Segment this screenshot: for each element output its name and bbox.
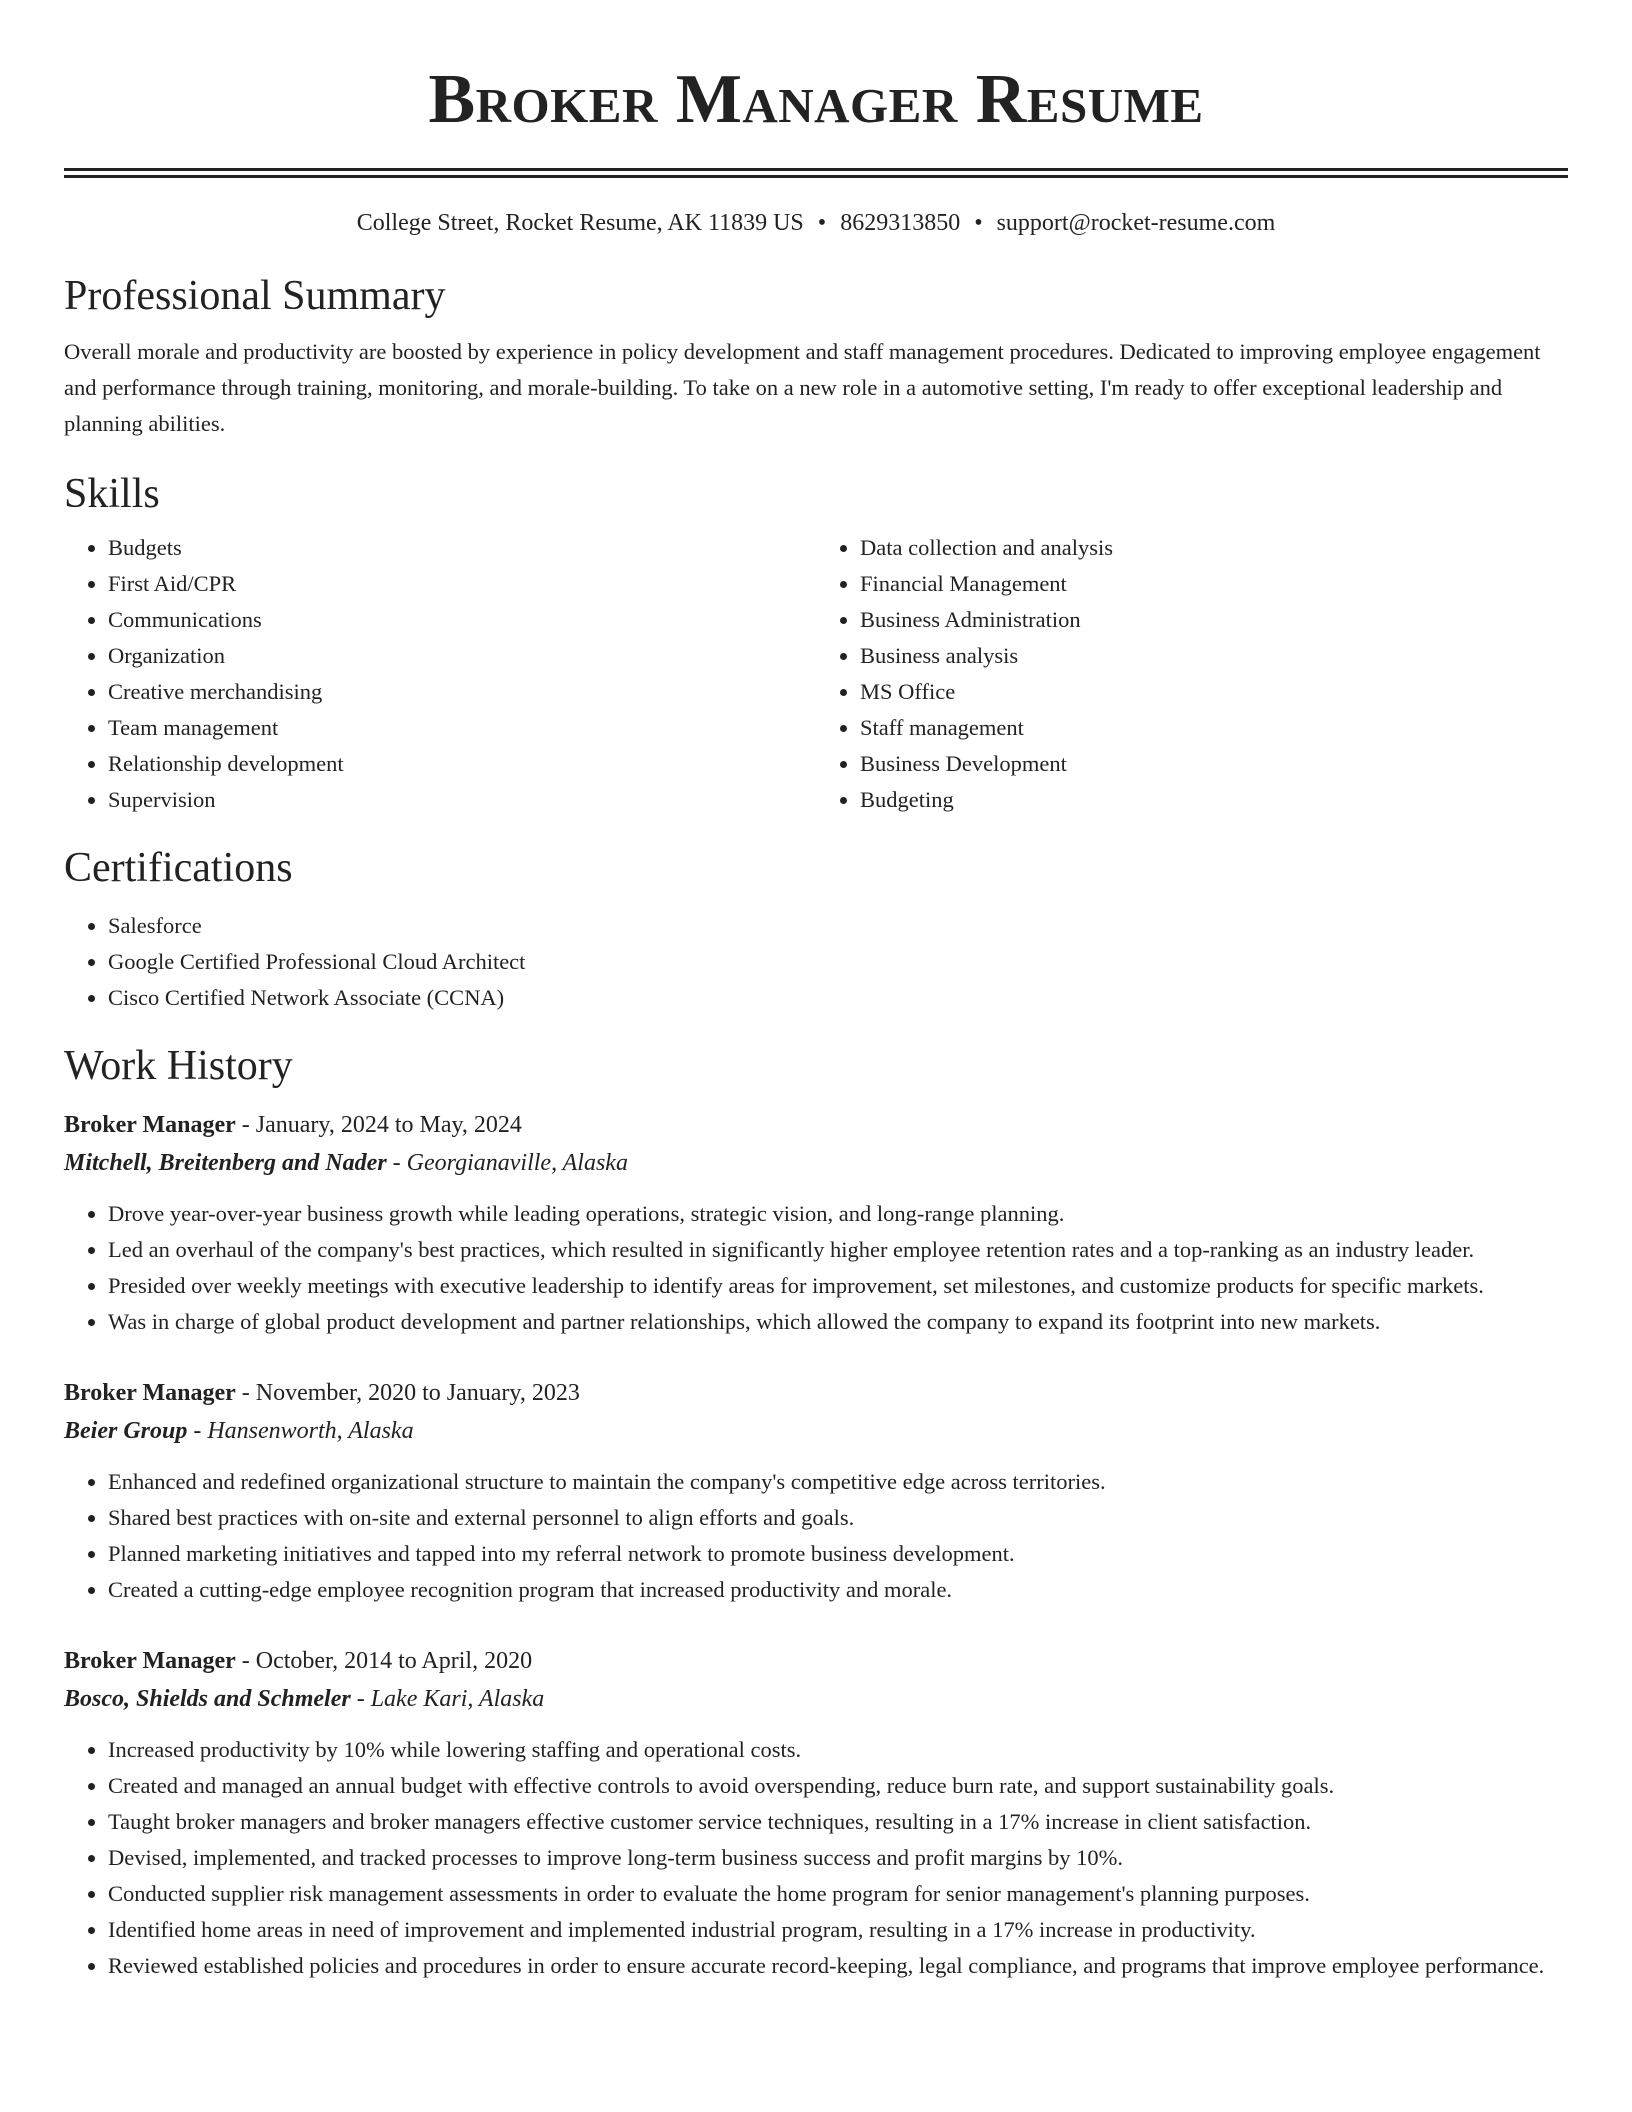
job-bullet: • Identified home areas in need of improvement and implemented industrial program, resulting in a 17% increase in productivity. bbox=[108, 1912, 1568, 1948]
job-bullets bbox=[64, 1196, 1568, 1340]
contact-address: College Street, Rocket Resume, AK 11839 US bbox=[356, 210, 804, 236]
job-bullet: • Planned marketing initiatives and tapped into my referral network to promote business development. bbox=[108, 1536, 1568, 1572]
summary-heading: Professional Summary bbox=[64, 273, 446, 319]
skill-item: • MS Office bbox=[860, 674, 1568, 710]
certification-item: • Salesforce bbox=[108, 908, 1568, 944]
contact-separator: • bbox=[817, 210, 827, 236]
job-title-line bbox=[64, 1106, 1568, 1144]
skill-item: • Supervision bbox=[108, 782, 816, 818]
job-bullet: • Presided over weekly meetings with executive leadership to identify areas for improvement, set milestones, and customize products for specific markets. bbox=[108, 1268, 1568, 1304]
skill-item: • Team management bbox=[108, 710, 816, 746]
resume-title: Broker Manager Resume bbox=[428, 61, 1204, 138]
company-line bbox=[64, 1680, 1568, 1718]
job-dates: - October, 2014 to April, 2020 bbox=[235, 1648, 533, 1674]
contact-separator: • bbox=[974, 210, 983, 236]
skill-item: • Budgeting bbox=[860, 782, 1568, 818]
skill-item: • Budgets bbox=[108, 530, 816, 566]
skills-left-list bbox=[64, 530, 816, 818]
job-bullet: • Enhanced and redefined organizational structure to maintain the company's competitive edge across territories. bbox=[108, 1464, 1568, 1500]
job-entry bbox=[64, 1374, 1568, 1608]
job-title: Broker Manager bbox=[64, 1380, 236, 1406]
job-title: Broker Manager bbox=[64, 1112, 236, 1138]
job-bullet: • Shared best practices with on-site and external personnel to align efforts and goals. bbox=[108, 1500, 1568, 1536]
job-dates: - November, 2020 to January, 2023 bbox=[235, 1380, 580, 1406]
job-title-line bbox=[64, 1642, 1568, 1680]
company-name: Mitchell, Breitenberg and Nader bbox=[64, 1150, 387, 1176]
job-dates: - January, 2024 to May, 2024 bbox=[235, 1112, 522, 1138]
skill-item: • Business analysis bbox=[860, 638, 1568, 674]
skills-right-list bbox=[816, 530, 1568, 818]
skill-item: • Business Administration bbox=[860, 602, 1568, 638]
skill-item: • Data collection and analysis bbox=[860, 530, 1568, 566]
job-bullet: • Was in charge of global product development and partner relationships, which allowed the company to expand its footprint into new markets. bbox=[108, 1304, 1568, 1340]
certifications-heading: Certifications bbox=[64, 845, 293, 891]
job-bullet: • Devised, implemented, and tracked processes to improve long-term business success and profit margins by 10%. bbox=[108, 1840, 1568, 1876]
job-bullet: • Led an overhaul of the company's best practices, which resulted in significantly higher employee retention rates and a top-ranking as an industry leader. bbox=[108, 1232, 1568, 1268]
contact-line bbox=[64, 206, 1568, 240]
skills-columns bbox=[64, 530, 1568, 818]
company-line bbox=[64, 1412, 1568, 1450]
job-bullet: • Created a cutting-edge employee recognition program that increased productivity and morale. bbox=[108, 1572, 1568, 1608]
skill-item: • Staff management bbox=[860, 710, 1568, 746]
skill-item: • Business Development bbox=[860, 746, 1568, 782]
skill-item: • Organization bbox=[108, 638, 816, 674]
job-bullet: • Increased productivity by 10% while lowering staffing and operational costs. bbox=[108, 1732, 1568, 1768]
title-divider bbox=[64, 168, 1568, 178]
job-bullet: • Taught broker managers and broker managers effective customer service techniques, resulting in a 17% increase in client satisfaction. bbox=[108, 1804, 1568, 1840]
company-name: Bosco, Shields and Schmeler bbox=[64, 1686, 351, 1712]
skill-item: • Financial Management bbox=[860, 566, 1568, 602]
skill-item: • First Aid/CPR bbox=[108, 566, 816, 602]
certification-item: • Google Certified Professional Cloud Architect bbox=[108, 944, 1568, 980]
job-bullet: • Drove year-over-year business growth while leading operations, strategic vision, and long-range planning. bbox=[108, 1196, 1568, 1232]
skill-item: • Creative merchandising bbox=[108, 674, 816, 710]
company-location: - Hansenworth, Alaska bbox=[187, 1418, 414, 1444]
skills-heading: Skills bbox=[64, 471, 160, 517]
job-title: Broker Manager bbox=[64, 1648, 236, 1674]
job-bullets bbox=[64, 1732, 1568, 1984]
skill-item: • Relationship development bbox=[108, 746, 816, 782]
contact-email: support@rocket-resume.com bbox=[996, 210, 1276, 236]
job-entry bbox=[64, 1642, 1568, 1984]
job-entry bbox=[64, 1106, 1568, 1340]
job-bullet: • Conducted supplier risk management assessments in order to evaluate the home program for senior management's planning purposes. bbox=[108, 1876, 1568, 1912]
company-line bbox=[64, 1144, 1568, 1182]
job-bullet: • Reviewed established policies and procedures in order to ensure accurate record-keeping, legal compliance, and programs that improve employee performance. bbox=[108, 1948, 1568, 1984]
skill-item: • Communications bbox=[108, 602, 816, 638]
certification-item: • Cisco Certified Network Associate (CCNA) bbox=[108, 980, 1568, 1016]
company-location: - Georgianaville, Alaska bbox=[386, 1150, 628, 1176]
job-bullet: • Created and managed an annual budget with effective controls to avoid overspending, reduce burn rate, and support sustainability goals. bbox=[108, 1768, 1568, 1804]
work-history-heading: Work History bbox=[64, 1043, 293, 1089]
job-bullets bbox=[64, 1464, 1568, 1608]
summary-text: Overall morale and productivity are boosted by experience in policy development and staff management procedures. Dedicated to improving employee engagement and performance through training, monitoring, and morale-building. To take on a new role in a automotive setting, I'm ready to offer exceptional leadership and planning abilities. bbox=[64, 339, 1541, 436]
company-location: - Lake Kari, Alaska bbox=[350, 1686, 545, 1712]
contact-phone: 8629313850 bbox=[840, 210, 961, 236]
job-title-line bbox=[64, 1374, 1568, 1412]
certifications-list bbox=[64, 908, 1568, 1016]
company-name: Beier Group bbox=[64, 1418, 188, 1444]
